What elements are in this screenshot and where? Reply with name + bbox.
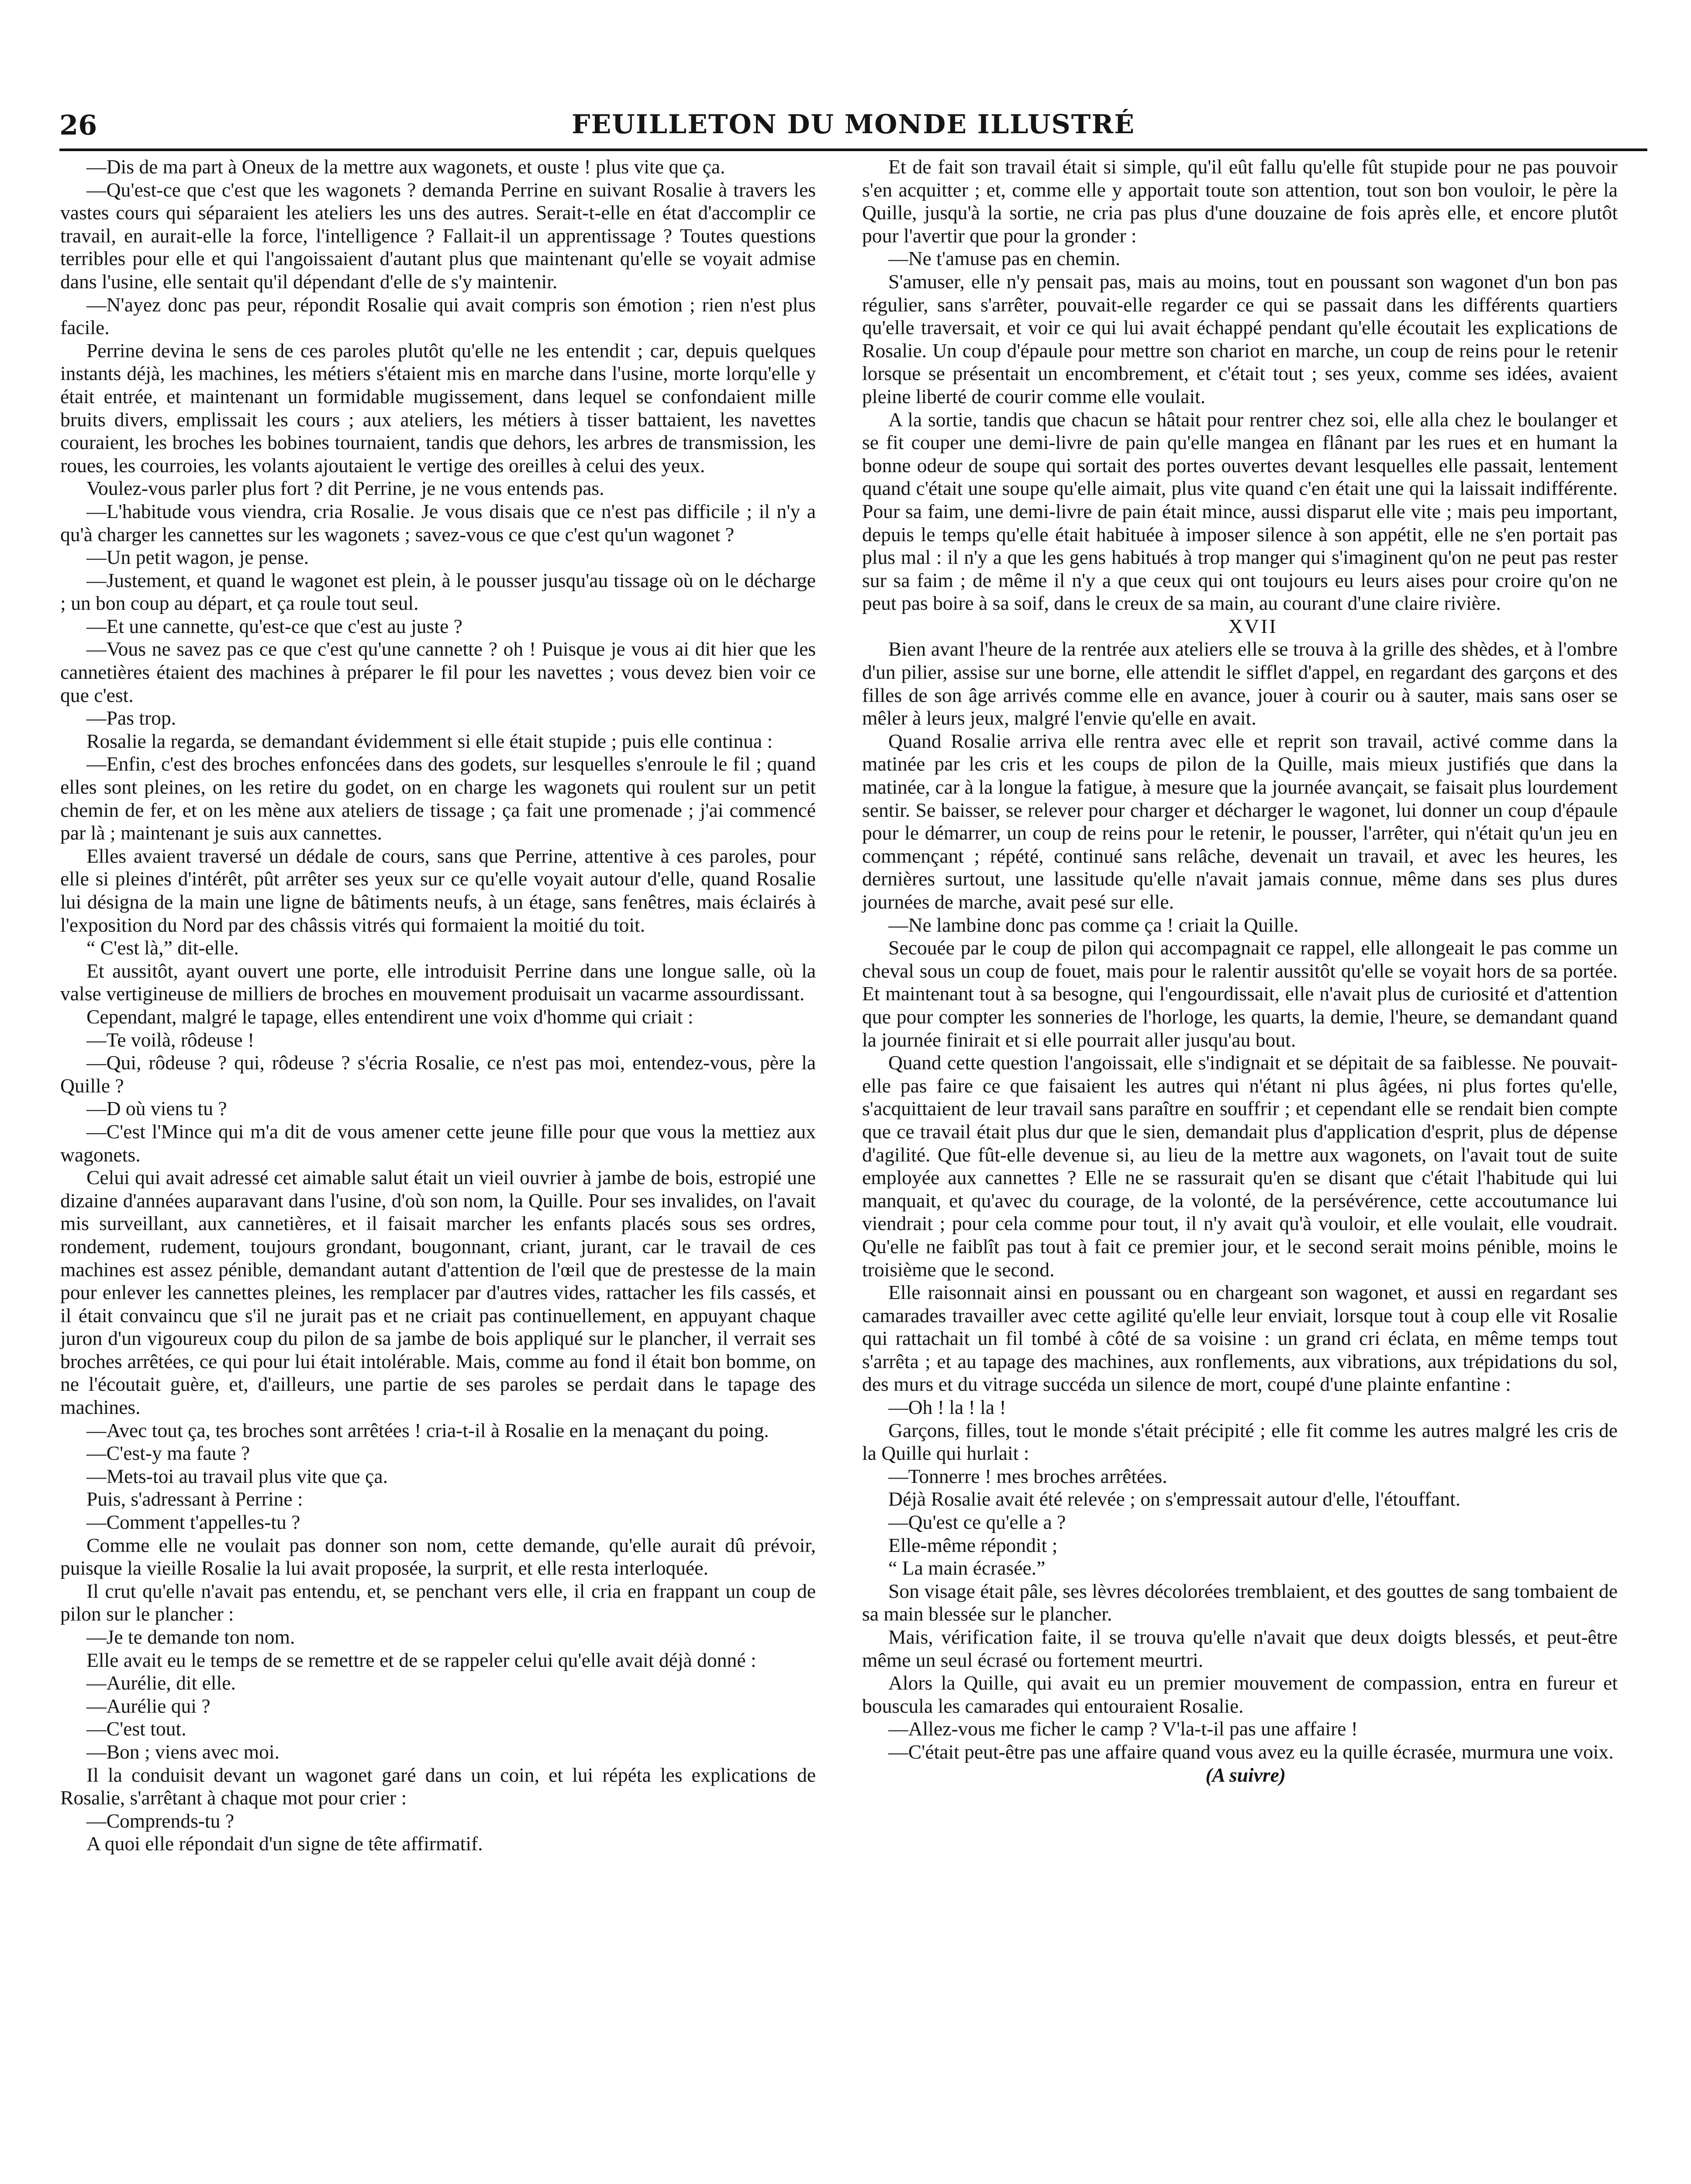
paragraph: Bien avant l'heure de la rentrée aux ateliers elle se trouva à la grille des shèdes, et à l'ombre d'un pilier, assise sur une borne, elle attendit le sifflet d'appel, en regardant des garçons et des filles de son âge arrivés comme elle en avance, jouer à courir ou à sauter, mais sans oser se mêler à leurs jeux, malgré l'envie qu'elle en avait. xyxy=(862,638,1618,729)
paragraph: —C'est l'Mince qui m'a dit de vous amener cette jeune fille pour que vous la mettiez aux wagonets. xyxy=(60,1120,816,1166)
paragraph: S'amuser, elle n'y pensait pas, mais au moins, tout en poussant son wagonet d'un bon pas régulier, sans s'arrêter, pouvait-elle regarder ce qui se passait dans les différents quartiers qu'elle traversait, et voir ce qui lui avait échappé pendant qu'elle écoutait les explications de Rosalie. Un coup d'épaule pour mettre son chariot en marche, un coup de reins pour le retenir lorsque se présentait un encombrement, et c'était tout ; ses yeux, comme ses idées, avaient pleine liberté de courir comme elle voulait. xyxy=(862,270,1618,408)
paragraph: —N'ayez donc pas peur, répondit Rosalie qui avait compris son émotion ; rien n'est plus facile. xyxy=(60,293,816,339)
paragraph: Quand cette question l'angoissait, elle s'indignait et se dépitait de sa faiblesse. Ne pouvait-elle pas faire ce que faisaient les autres qui n'étant ni plus âgées, ni plus fortes qu'elle, s'acquittaient de leur travail sans paraître en souffrir ; et cependant elle se rendait bien compte que ce travail était plus dur que le sien, demandait plus d'application d'esprit, plus de dépense d'agilité. Que fût-elle devenue si, au lieu de la mettre aux wagonets, on l'avait tout de suite employée aux cannettes ? Elle ne se rassurait qu'en se disant que c'était l'habitude qui lui manquait, et qu'avec du courage, de la volonté, de la persévérence, cette accoutumance lui viendrait ; pour cela comme pour tout, il n'y avait qu'à vouloir, et elle voulait, elle voudrait. Qu'elle ne faiblît pas tout à fait ce premier jour, et le second serait moins pénible, moins le troisième que le second. xyxy=(862,1051,1618,1281)
paragraph: A la sortie, tandis que chacun se hâtait pour rentrer chez soi, elle alla chez le boulanger et se fit couper une demi-livre de pain qu'elle mangea en flânant par les rues et en humant la bonne odeur de soupe qui sortait des portes ouvertes devant lesquelles elle passait, lentement quand c'était une soupe qu'elle aimait, plus vite quand c'en était une qui la laissait indifférente. Pour sa faim, une demi-livre de pain était mince, aussi disparut elle vite ; mais peu important, depuis le temps qu'elle était habituée à imposer silence à son appétit, elle ne s'en portait pas plus mal : il n'y a que les gens habitués à trop manger qui s'imaginent qu'on ne peut pas rester sur sa faim ; de même il n'y a que ceux qui ont toujours eu leurs aises pour croire qu'on ne peut pas boire à sa soif, dans le creux de sa main, au courant d'une claire rivière. xyxy=(862,408,1618,615)
paragraph: —Ne t'amuse pas en chemin. xyxy=(888,247,1121,270)
running-title: FEUILLETON DU MONDE ILLUSTRÉ xyxy=(572,109,1135,140)
paragraph: —Mets-toi au travail plus vite que ça. xyxy=(86,1465,388,1487)
paragraph: Il crut qu'elle n'avait pas entendu, et, se penchant vers elle, il cria en frappant un coup de pilon sur le plancher : xyxy=(60,1579,816,1625)
paragraph: —Ne lambine donc pas comme ça ! criait la Quille. xyxy=(888,913,1299,936)
paragraph: Perrine devina le sens de ces paroles plutôt qu'elle ne les entendit ; car, depuis quelques instants déjà, les machines, les métiers s'étaient mis en marche dans l'usine, morte lorqu'elle y était entrée, et maintenant un formidable mugissement, dans lequel se confondaient mille bruits divers, emplissait les cours ; aux ateliers, les métiers à tisser battaient, les navettes couraient, les broches les bobines tournaient, tandis que dehors, les arbres de transmission, les roues, les courroies, les volants ajoutaient le vertige des oreilles à celui des yeux. xyxy=(60,339,816,477)
paragraph: Elle-même répondit ; xyxy=(888,1534,1058,1556)
paragraph: —Avec tout ça, tes broches sont arrêtées ! cria-t-il à Rosalie en la menaçant du poing. xyxy=(86,1419,769,1441)
paragraph: —Qu'est ce qu'elle a ? xyxy=(888,1511,1066,1534)
paragraph: —Te voilà, rôdeuse ! xyxy=(86,1028,255,1051)
paragraph: Quand Rosalie arriva elle rentra avec elle et reprit son travail, activé comme dans la matinée par les cris et les coups de pilon de la Quille, mais mieux justifiés que dans la matinée, car à la longue la fatigue, à mesure que la journée avançait, se faisait plus lourdement sentir. Se baisser, se relever pour charger et décharger le wagonet, lui donner un coup d'épaule pour le démarrer, un coup de reins pour le retenir, le pousser, l'arrêter, qui n'était qu'un jeu en commençant ; répété, continué sans relâche, devenait un travail, et avec les heures, les dernières surtout, une lassitude qu'elle n'avait jamais connue, même dans ses plus dures journées de marche, avait pesé sur elle. xyxy=(862,729,1618,913)
paragraph: Elles avaient traversé un dédale de cours, sans que Perrine, attentive à ces paroles, pour elle si pleines d'intérêt, pût arrêter ses yeux sur ce qu'elle voyait autour d'elle, quand Rosalie lui désigna de la main une ligne de bâtiments neufs, à un étage, sans fenêtres, mais éclairés à l'exposition du Nord par des châssis vitrés qui formaient la moitié du toit. xyxy=(60,844,816,936)
paragraph: Son visage était pâle, ses lèvres décolorées tremblaient, et des gouttes de sang tombaient de sa main blessée sur le plancher. xyxy=(862,1579,1618,1625)
paragraph: —Dis de ma part à Oneux de la mettre aux wagonets, et ouste ! plus vite que ça. xyxy=(86,156,725,178)
page-header xyxy=(59,109,1647,142)
paragraph: —C'est-y ma faute ? xyxy=(86,1442,250,1465)
paragraph: “ La main écrasée.” xyxy=(888,1557,1046,1579)
paragraph: —D où viens tu ? xyxy=(86,1097,227,1120)
paragraph: —Et une cannette, qu'est-ce que c'est au juste ? xyxy=(86,615,462,637)
paragraph: —Justement, et quand le wagonet est plein, à le pousser jusqu'au tissage où on le décharge ; un bon coup au départ, et ça roule tout seul. xyxy=(60,569,816,615)
paragraph: A quoi elle répondait d'un signe de tête affirmatif. xyxy=(86,1832,483,1855)
paragraph: Voulez-vous parler plus fort ? dit Perrine, je ne vous entends pas. xyxy=(86,477,604,500)
paragraph: Garçons, filles, tout le monde s'était précipité ; elle fit comme les autres malgré les cris de la Quille qui hurlait : xyxy=(862,1419,1618,1465)
paragraph: —Un petit wagon, je pense. xyxy=(86,546,309,569)
chapter-heading: XVII xyxy=(1228,615,1278,637)
paragraph: —Allez-vous me ficher le camp ? V'la-t-il pas une affaire ! xyxy=(888,1717,1358,1740)
paragraph: —Comment t'appelles-tu ? xyxy=(86,1511,300,1534)
paragraph: —L'habitude vous viendra, cria Rosalie. Je vous disais que ce n'est pas difficile ; il n'y a qu'à charger les cannettes sur les wagonets ; savez-vous ce que c'est qu'un wagonet ? xyxy=(60,500,816,546)
left-column xyxy=(60,156,816,1856)
paragraph: Comme elle ne voulait pas donner son nom, cette demande, qu'elle aurait dû prévoir, puisque la vieille Rosalie la lui avait proposée, la surprit, et elle resta interloquée. xyxy=(60,1534,816,1579)
paragraph: Mais, vérification faite, il se trouva qu'elle n'avait que deux doigts blessés, et peut-être même un seul écrasé ou fortement meurtri. xyxy=(862,1626,1618,1671)
paragraph: —Pas trop. xyxy=(86,707,176,729)
paragraph: —C'est tout. xyxy=(86,1717,186,1740)
right-column-after-chapter xyxy=(862,638,1618,1763)
paragraph: —Qu'est-ce que c'est que les wagonets ? demanda Perrine en suivant Rosalie à travers les vastes cours qui séparaient les ateliers les uns des autres. Serait-t-elle en état d'accomplir ce travail, en aurait-elle la force, l'intelligence ? Fallait-il un apprentissage ? Toutes questions terribles pour elle et qui l'angoissaient d'autant plus que maintenant qu'elle se voyait admise dans l'usine, elle sentait qu'il dépendant d'elle de s'y maintenir. xyxy=(60,178,816,293)
paragraph: —Je te demande ton nom. xyxy=(86,1626,295,1648)
header-rule xyxy=(59,149,1647,151)
paragraph: Elle avait eu le temps de se remettre et de se rappeler celui qu'elle avait déjà donné : xyxy=(86,1648,756,1671)
paragraph: —Enfin, c'est des broches enfoncées dans des godets, sur lesquelles s'enroule le fil ; quand elles sont pleines, on les retire du godet, on en charge les wagonets qui roulent sur un petit chemin de fer, et on les mène aux ateliers de tissage ; ça fait une promenade ; j'ai commencé par là ; maintenant je suis aux cannettes. xyxy=(60,753,816,844)
continuation-note: (A suivre) xyxy=(1205,1763,1286,1786)
paragraph: —C'était peut-être pas une affaire quand vous avez eu la quille écrasée, murmura une voix. xyxy=(888,1740,1614,1763)
right-column xyxy=(862,156,1618,1787)
paragraph: Et aussitôt, ayant ouvert une porte, elle introduisit Perrine dans une longue salle, où la valse vertigineuse de milliers de broches en mouvement produisait un vacarme assourdissant. xyxy=(60,959,816,1005)
paragraph: —Comprends-tu ? xyxy=(86,1809,235,1832)
paragraph: Celui qui avait adressé cet aimable salut était un vieil ouvrier à jambe de bois, estropié une dizaine d'années auparavant dans l'usine, d'où son nom, la Quille. Pour ses invalides, on l'avait mis surveillant, aux cannetières, et il faisait marcher les enfants placés sous ses ordres, rondement, rudement, toujours grondant, bougonnant, criant, jurant, car le travail de ces machines est assez pénible, demandant autant d'attention de l'œil que de prestesse de la main pour enlever les cannettes pleines, les remplacer par d'autres vides, rattacher les fils cassés, et il était convaincu que s'il ne jurait pas et ne criait pas continuellement, en appuyant chaque juron d'un vigoureux coup du pilon de sa jambe de bois appliqué sur le plancher, il verrait ses broches arrêtées, ce qui pour lui était intolérable. Mais, comme au fond il était bon bomme, on ne l'écoutait guère, et, d'ailleurs, une partie de ses paroles se perdait dans le tapage des machines. xyxy=(60,1166,816,1419)
paragraph: —Aurélie, dit elle. xyxy=(86,1672,236,1694)
paragraph: Alors la Quille, qui avait eu un premier mouvement de compassion, entra en fureur et bouscula les camarades qui entouraient Rosalie. xyxy=(862,1672,1618,1717)
paragraph: —Bon ; viens avec moi. xyxy=(86,1740,280,1763)
paragraph: Puis, s'adressant à Perrine : xyxy=(86,1488,303,1510)
paragraph: —Oh ! la ! la ! xyxy=(888,1396,1006,1419)
paragraph: Déjà Rosalie avait été relevée ; on s'empressait autour d'elle, l'étouffant. xyxy=(888,1488,1461,1510)
paragraph: —Vous ne savez pas ce que c'est qu'une cannette ? oh ! Puisque je vous ai dit hier que les cannetières étaient des machines à préparer le fil pour les navettes ; vous devez bien voir ce que c'est. xyxy=(60,638,816,706)
paragraph: Et de fait son travail était si simple, qu'il eût fallu qu'elle fût stupide pour ne pas pouvoir s'en acquitter ; et, comme elle y apportait toute son attention, tout son bon vouloir, le père la Quille, jusqu'à la sortie, ne cria pas plus d'une douzaine de fois après elle, et encore plutôt pour l'avertir que pour la gronder : xyxy=(862,156,1618,247)
page-number: 26 xyxy=(59,109,97,141)
paragraph: “ C'est là,” dit-elle. xyxy=(86,936,239,959)
paragraph: Il la conduisit devant un wagonet garé dans un coin, et lui répéta les explications de Rosalie, s'arrêtant à chaque mot pour crier : xyxy=(60,1763,816,1809)
right-column-before-chapter xyxy=(862,156,1618,615)
paragraph: Secouée par le coup de pilon qui accompagnait ce rappel, elle allongeait le pas comme un cheval sous un coup de fouet, mais pour le ralentir aussitôt qu'elle se voyait hors de sa portée. Et maintenant tout à sa besogne, qui l'engourdissait, elle n'avait plus de curiosité et d'attention que pour compter les sonneries de l'horloge, les quarts, la demie, l'heure, se demandant quand la journée finirait et si elle pourrait aller jusqu'au bout. xyxy=(862,936,1618,1051)
paragraph: —Qui, rôdeuse ? qui, rôdeuse ? s'écria Rosalie, ce n'est pas moi, entendez-vous, père la Quille ? xyxy=(60,1051,816,1097)
paragraph: —Aurélie qui ? xyxy=(86,1694,211,1717)
paragraph: Rosalie la regarda, se demandant évidemment si elle était stupide ; puis elle continua : xyxy=(86,729,773,752)
paragraph: Cependant, malgré le tapage, elles entendirent une voix d'homme qui criait : xyxy=(86,1005,694,1028)
paragraph: Elle raisonnait ainsi en poussant ou en chargeant son wagonet, et aussi en regardant ses camarades travailler avec cette agilité qu'elle leur enviait, lorsque tout à coup elle vit Rosalie qui rattachait un fil tombé à côté de sa voisine : un grand cri éclata, en même temps tout s'arrêta ; et au tapage des machines, aux ronflements, aux vibrations, aux trépidations du sol, des murs et du vitrage succéda un silence de mort, coupé d'une plainte enfantine : xyxy=(862,1281,1618,1396)
paragraph: —Tonnerre ! mes broches arrêtées. xyxy=(888,1465,1167,1487)
